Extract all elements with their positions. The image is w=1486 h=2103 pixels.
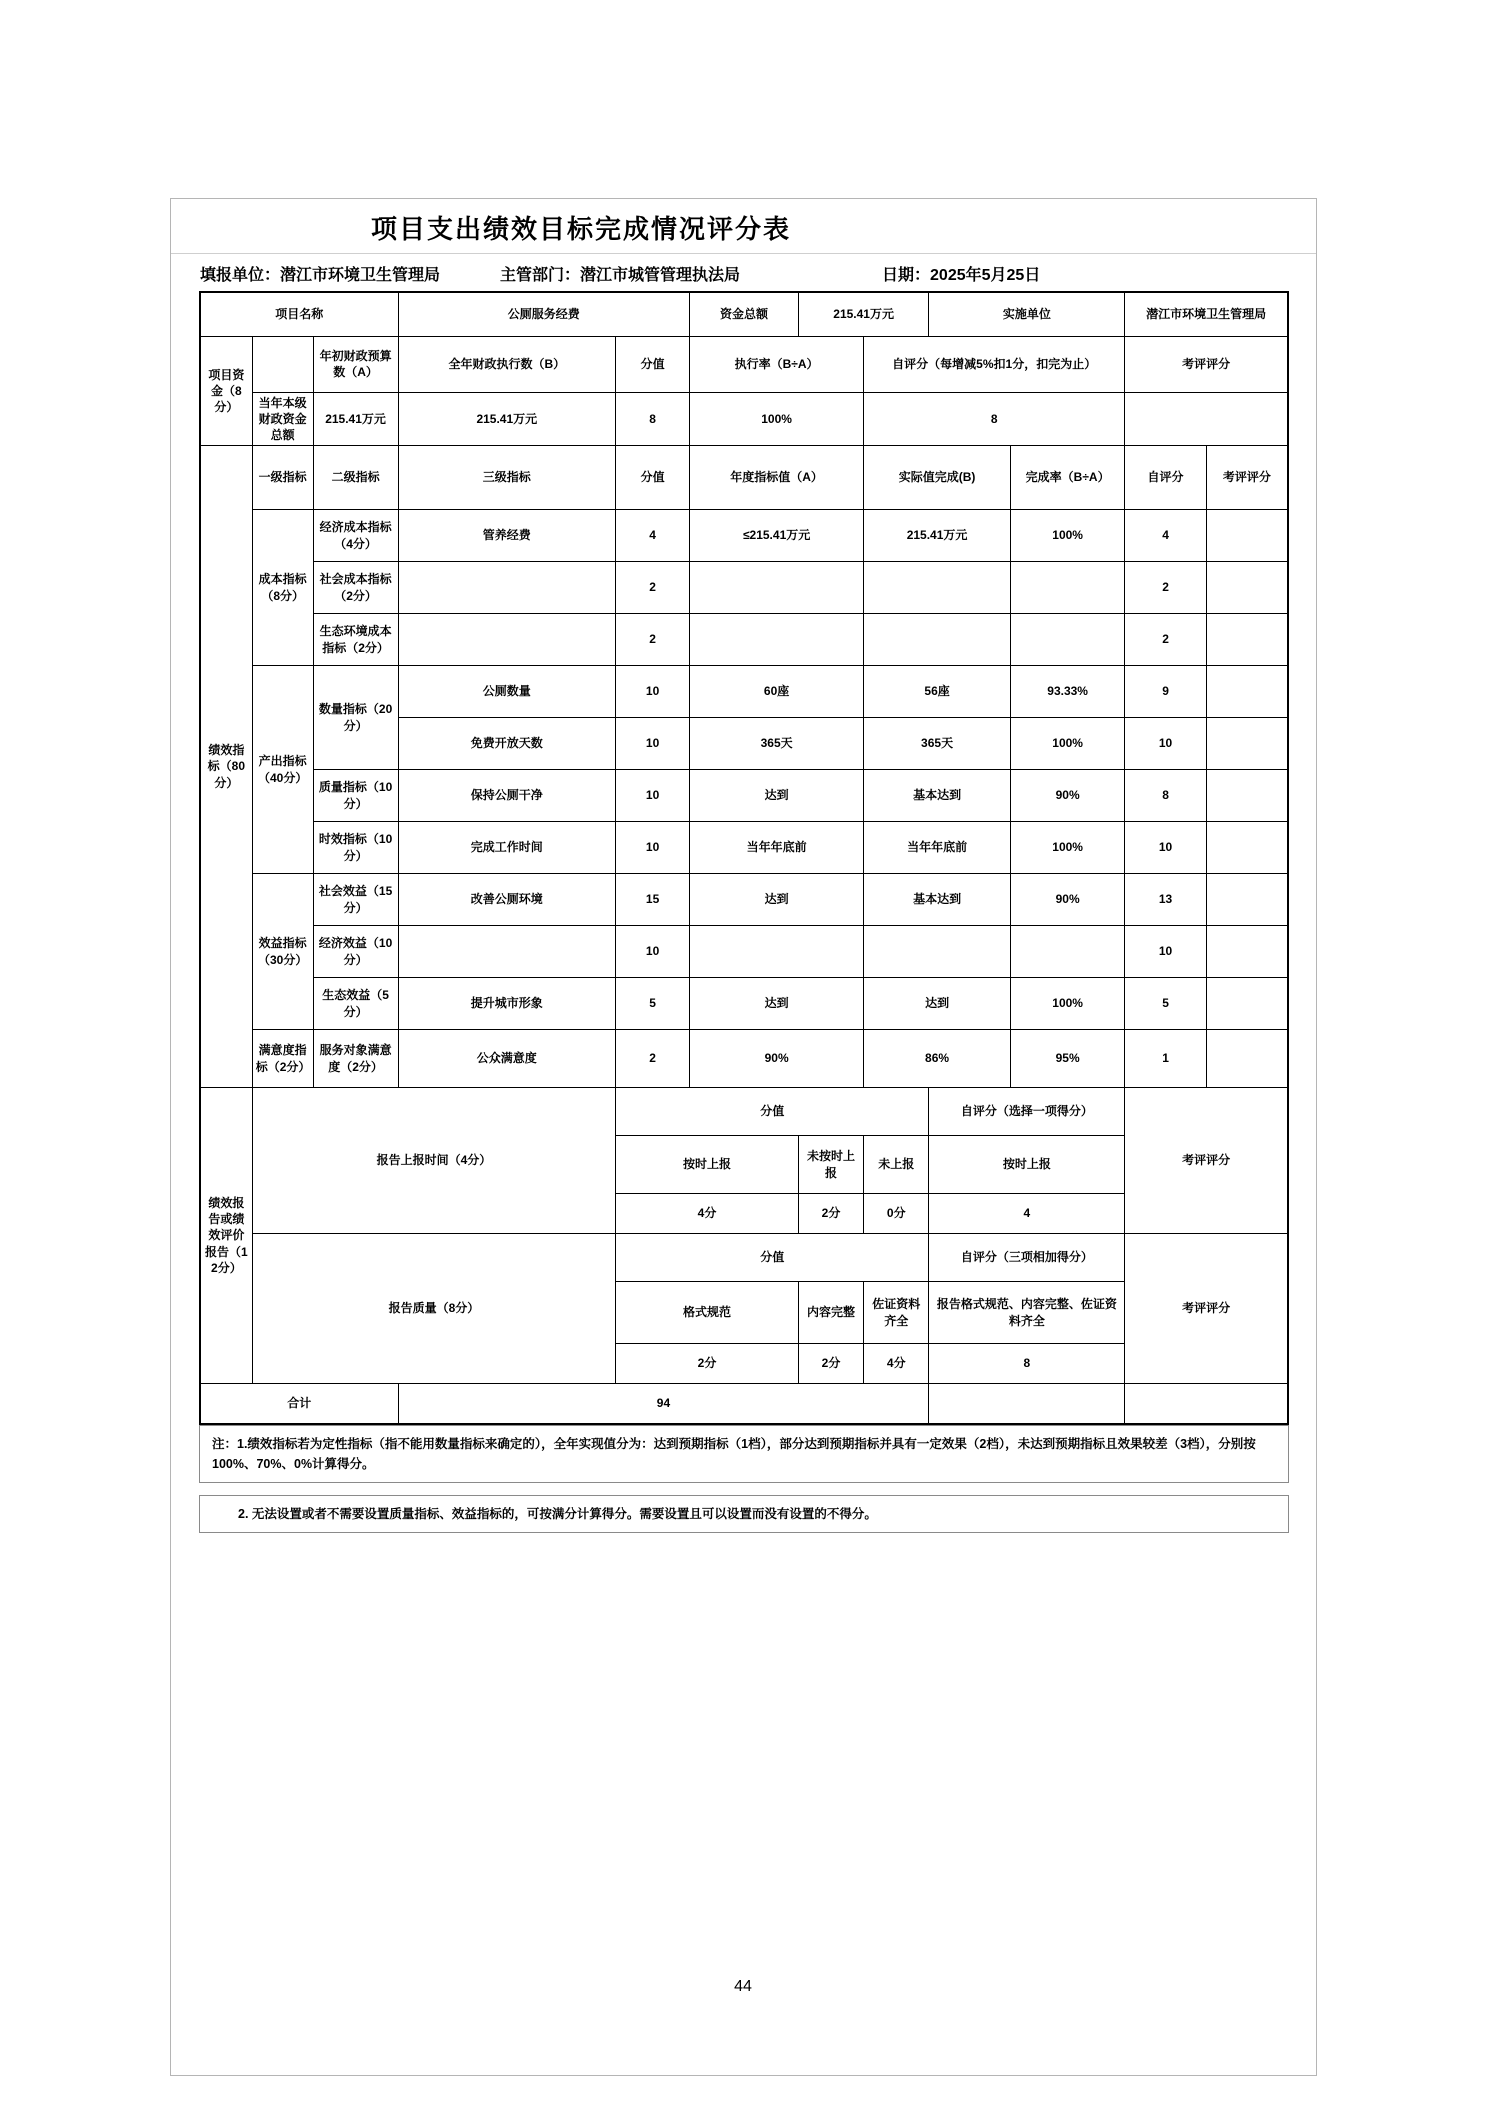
indicator-rate: 90% bbox=[1011, 770, 1125, 822]
note-1: 注：1.绩效指标若为定性指标（指不能用数量指标来确定的），全年实现值分为：达到预期指标（1档），部分达到预期指标并具有一定效果（2档），未达到预期指标且效果较差（3档），分别按100%、70%、0%计算得分。 bbox=[199, 1425, 1289, 1483]
indicator-self: 9 bbox=[1125, 666, 1207, 718]
indicator-l3-blank bbox=[398, 926, 616, 978]
report-quality-score-header: 分值 bbox=[616, 1234, 929, 1282]
indicator-rate-blank bbox=[1011, 562, 1125, 614]
indicator-actual-blank bbox=[864, 562, 1011, 614]
report-time-label: 报告上报时间（4分） bbox=[252, 1088, 615, 1234]
indicator-l3: 免费开放天数 bbox=[398, 718, 616, 770]
indicator-review-blank bbox=[1206, 510, 1288, 562]
funds-budget-header: 年初财政预算数（A） bbox=[313, 336, 398, 392]
indicator-target-blank bbox=[690, 614, 864, 666]
report-quality-opt2: 内容完整 bbox=[798, 1282, 863, 1344]
indicator-self: 5 bbox=[1125, 978, 1207, 1030]
indicator-review-blank bbox=[1206, 770, 1288, 822]
report-section-label: 绩效报告或绩效评价报告（12分） bbox=[200, 1088, 252, 1384]
funds-self-value: 8 bbox=[864, 392, 1125, 446]
indicator-self: 10 bbox=[1125, 926, 1207, 978]
indicator-l3: 改善公厕环境 bbox=[398, 874, 616, 926]
indicator-rate-blank bbox=[1011, 614, 1125, 666]
report-quality-opt1: 格式规范 bbox=[616, 1282, 799, 1344]
indicator-l3-blank bbox=[398, 614, 616, 666]
indicator-score: 10 bbox=[616, 718, 690, 770]
funds-section-label: 项目资金（8分） bbox=[200, 336, 252, 446]
perf-h-l1: 一级指标 bbox=[252, 446, 313, 510]
indicator-score: 2 bbox=[616, 1030, 690, 1088]
indicator-review-blank bbox=[1206, 614, 1288, 666]
indicator-l1: 产出指标（40分） bbox=[252, 666, 313, 874]
indicator-review-blank bbox=[1206, 978, 1288, 1030]
funds-budget-value: 215.41万元 bbox=[313, 392, 398, 446]
total-label: 合计 bbox=[200, 1384, 398, 1424]
report-quality-v1: 2分 bbox=[616, 1344, 799, 1384]
indicator-actual: 56座 bbox=[864, 666, 1011, 718]
report-time-v2: 2分 bbox=[798, 1194, 863, 1234]
indicator-target: 365天 bbox=[690, 718, 864, 770]
fund-total-value: 215.41万元 bbox=[798, 292, 929, 336]
indicator-score: 5 bbox=[616, 978, 690, 1030]
indicator-actual: 215.41万元 bbox=[864, 510, 1011, 562]
indicator-rate: 100% bbox=[1011, 822, 1125, 874]
report-time-self-header: 自评分（选择一项得分） bbox=[929, 1088, 1125, 1136]
filling-unit-label: 填报单位：潜江市环境卫生管理局 bbox=[200, 267, 441, 284]
indicator-score: 4 bbox=[616, 510, 690, 562]
indicator-score: 2 bbox=[616, 562, 690, 614]
report-time-v1: 4分 bbox=[616, 1194, 799, 1234]
indicator-self: 8 bbox=[1125, 770, 1207, 822]
report-time-review-header: 考评评分 bbox=[1125, 1088, 1288, 1234]
report-quality-opt3: 佐证资料齐全 bbox=[864, 1282, 929, 1344]
funds-exec-value: 215.41万元 bbox=[398, 392, 616, 446]
indicator-review-blank bbox=[1206, 926, 1288, 978]
indicator-rate: 95% bbox=[1011, 1030, 1125, 1088]
funds-score-header: 分值 bbox=[616, 336, 690, 392]
perf-h-actual: 实际值完成(B) bbox=[864, 446, 1011, 510]
report-quality-self-score: 8 bbox=[929, 1344, 1125, 1384]
report-quality-self-header: 自评分（三项相加得分） bbox=[929, 1234, 1125, 1282]
indicator-rate: 93.33% bbox=[1011, 666, 1125, 718]
indicator-l2: 生态环境成本指标（2分） bbox=[313, 614, 398, 666]
indicator-l3: 管养经费 bbox=[398, 510, 616, 562]
indicator-score: 10 bbox=[616, 822, 690, 874]
perf-h-rate: 完成率（B÷A） bbox=[1011, 446, 1125, 510]
indicator-target: ≤215.41万元 bbox=[690, 510, 864, 562]
indicator-target: 90% bbox=[690, 1030, 864, 1088]
indicator-l2: 服务对象满意度（2分） bbox=[313, 1030, 398, 1088]
indicator-actual: 基本达到 bbox=[864, 770, 1011, 822]
page-number: 44 bbox=[734, 1978, 752, 1995]
report-date-label: 日期：2025年5月25日 bbox=[882, 267, 1041, 284]
perf-h-review: 考评评分 bbox=[1206, 446, 1288, 510]
indicator-target: 达到 bbox=[690, 874, 864, 926]
perf-section-label: 绩效指标（80分） bbox=[200, 446, 252, 1088]
indicator-review-blank bbox=[1206, 562, 1288, 614]
report-quality-v2: 2分 bbox=[798, 1344, 863, 1384]
funds-review-header: 考评评分 bbox=[1125, 336, 1288, 392]
report-time-opt1: 按时上报 bbox=[616, 1136, 799, 1194]
report-time-self-score: 4 bbox=[929, 1194, 1125, 1234]
perf-h-target: 年度指标值（A） bbox=[690, 446, 864, 510]
indicator-l1: 效益指标（30分） bbox=[252, 874, 313, 1030]
report-time-score-header: 分值 bbox=[616, 1088, 929, 1136]
report-time-v3: 0分 bbox=[864, 1194, 929, 1234]
note-2: 2. 无法设置或者不需要设置质量指标、效益指标的，可按满分计算得分。需要设置且可以设置而没有设置的不得分。 bbox=[199, 1495, 1289, 1533]
indicator-l2: 质量指标（10分） bbox=[313, 770, 398, 822]
report-quality-v3: 4分 bbox=[864, 1344, 929, 1384]
indicator-actual: 达到 bbox=[864, 978, 1011, 1030]
impl-unit-value: 潜江市环境卫生管理局 bbox=[1125, 292, 1288, 336]
indicator-l2: 时效指标（10分） bbox=[313, 822, 398, 874]
indicator-score: 10 bbox=[616, 770, 690, 822]
report-quality-label: 报告质量（8分） bbox=[252, 1234, 615, 1384]
indicator-l1: 成本指标（8分） bbox=[252, 510, 313, 666]
indicator-target: 达到 bbox=[690, 978, 864, 1030]
indicator-target: 达到 bbox=[690, 770, 864, 822]
indicator-l3: 提升城市形象 bbox=[398, 978, 616, 1030]
indicator-review-blank bbox=[1206, 874, 1288, 926]
indicator-rate: 100% bbox=[1011, 978, 1125, 1030]
indicator-target: 当年年底前 bbox=[690, 822, 864, 874]
page-title: 项目支出绩效目标完成情况评分表 bbox=[371, 214, 792, 244]
indicator-review-blank bbox=[1206, 718, 1288, 770]
funds-row-label: 当年本级财政资金总额 bbox=[252, 392, 313, 446]
indicator-l2: 经济成本指标（4分） bbox=[313, 510, 398, 562]
perf-h-l3: 三级指标 bbox=[398, 446, 616, 510]
perf-h-self: 自评分 bbox=[1125, 446, 1207, 510]
indicator-l2: 社会成本指标（2分） bbox=[313, 562, 398, 614]
indicator-self: 10 bbox=[1125, 822, 1207, 874]
indicator-self: 13 bbox=[1125, 874, 1207, 926]
indicator-rate: 90% bbox=[1011, 874, 1125, 926]
indicator-target-blank bbox=[690, 562, 864, 614]
report-quality-self-desc: 报告格式规范、内容完整、佐证资料齐全 bbox=[929, 1282, 1125, 1344]
indicator-self: 2 bbox=[1125, 562, 1207, 614]
indicator-l3: 保持公厕干净 bbox=[398, 770, 616, 822]
indicator-target-blank bbox=[690, 926, 864, 978]
indicator-l3: 完成工作时间 bbox=[398, 822, 616, 874]
title-row bbox=[171, 199, 1316, 254]
funds-self-header: 自评分（每增减5%扣1分，扣完为止） bbox=[864, 336, 1125, 392]
indicator-review-blank bbox=[1206, 822, 1288, 874]
indicator-score: 10 bbox=[616, 926, 690, 978]
funds-rate-value: 100% bbox=[690, 392, 864, 446]
perf-h-score: 分值 bbox=[616, 446, 690, 510]
impl-unit-label: 实施单位 bbox=[929, 292, 1125, 336]
funds-review-blank bbox=[1125, 392, 1288, 446]
score-table bbox=[199, 291, 1289, 1425]
indicator-score: 2 bbox=[616, 614, 690, 666]
project-name-value: 公厕服务经费 bbox=[398, 292, 690, 336]
indicator-target: 60座 bbox=[690, 666, 864, 718]
total-self-blank bbox=[929, 1384, 1125, 1424]
indicator-score: 10 bbox=[616, 666, 690, 718]
indicator-l3-blank bbox=[398, 562, 616, 614]
indicator-review-blank bbox=[1206, 1030, 1288, 1088]
indicator-actual-blank bbox=[864, 926, 1011, 978]
funds-score-value: 8 bbox=[616, 392, 690, 446]
indicator-l3: 公众满意度 bbox=[398, 1030, 616, 1088]
indicator-self: 10 bbox=[1125, 718, 1207, 770]
indicator-l2: 生态效益（5分） bbox=[313, 978, 398, 1030]
funds-rate-header: 执行率（B÷A） bbox=[690, 336, 864, 392]
indicator-actual-blank bbox=[864, 614, 1011, 666]
indicator-rate: 100% bbox=[1011, 510, 1125, 562]
indicator-rate: 100% bbox=[1011, 718, 1125, 770]
perf-h-l2: 二级指标 bbox=[313, 446, 398, 510]
indicator-l3: 公厕数量 bbox=[398, 666, 616, 718]
total-value: 94 bbox=[398, 1384, 929, 1424]
indicator-l1: 满意度指标（2分） bbox=[252, 1030, 313, 1088]
supervising-dept-label: 主管部门：潜江市城管管理执法局 bbox=[500, 267, 741, 284]
indicator-review-blank bbox=[1206, 666, 1288, 718]
fund-total-label: 资金总额 bbox=[690, 292, 799, 336]
indicator-self: 2 bbox=[1125, 614, 1207, 666]
indicator-actual: 365天 bbox=[864, 718, 1011, 770]
indicator-actual: 当年年底前 bbox=[864, 822, 1011, 874]
document-page-frame bbox=[170, 198, 1317, 2076]
report-time-opt2: 未按时上报 bbox=[798, 1136, 863, 1194]
indicator-l2: 数量指标（20分） bbox=[313, 666, 398, 770]
indicator-score: 15 bbox=[616, 874, 690, 926]
indicator-self: 1 bbox=[1125, 1030, 1207, 1088]
project-name-label: 项目名称 bbox=[200, 292, 398, 336]
indicator-rate-blank bbox=[1011, 926, 1125, 978]
indicator-l2: 经济效益（10分） bbox=[313, 926, 398, 978]
total-review-blank bbox=[1125, 1384, 1288, 1424]
report-time-opt3: 未上报 bbox=[864, 1136, 929, 1194]
indicator-actual: 基本达到 bbox=[864, 874, 1011, 926]
empty-cell bbox=[252, 336, 313, 392]
report-time-self-choice: 按时上报 bbox=[929, 1136, 1125, 1194]
report-info-row bbox=[171, 254, 1316, 291]
indicator-self: 4 bbox=[1125, 510, 1207, 562]
indicator-l2: 社会效益（15分） bbox=[313, 874, 398, 926]
indicator-actual: 86% bbox=[864, 1030, 1011, 1088]
report-quality-review-header: 考评评分 bbox=[1125, 1234, 1288, 1384]
funds-exec-header: 全年财政执行数（B） bbox=[398, 336, 616, 392]
